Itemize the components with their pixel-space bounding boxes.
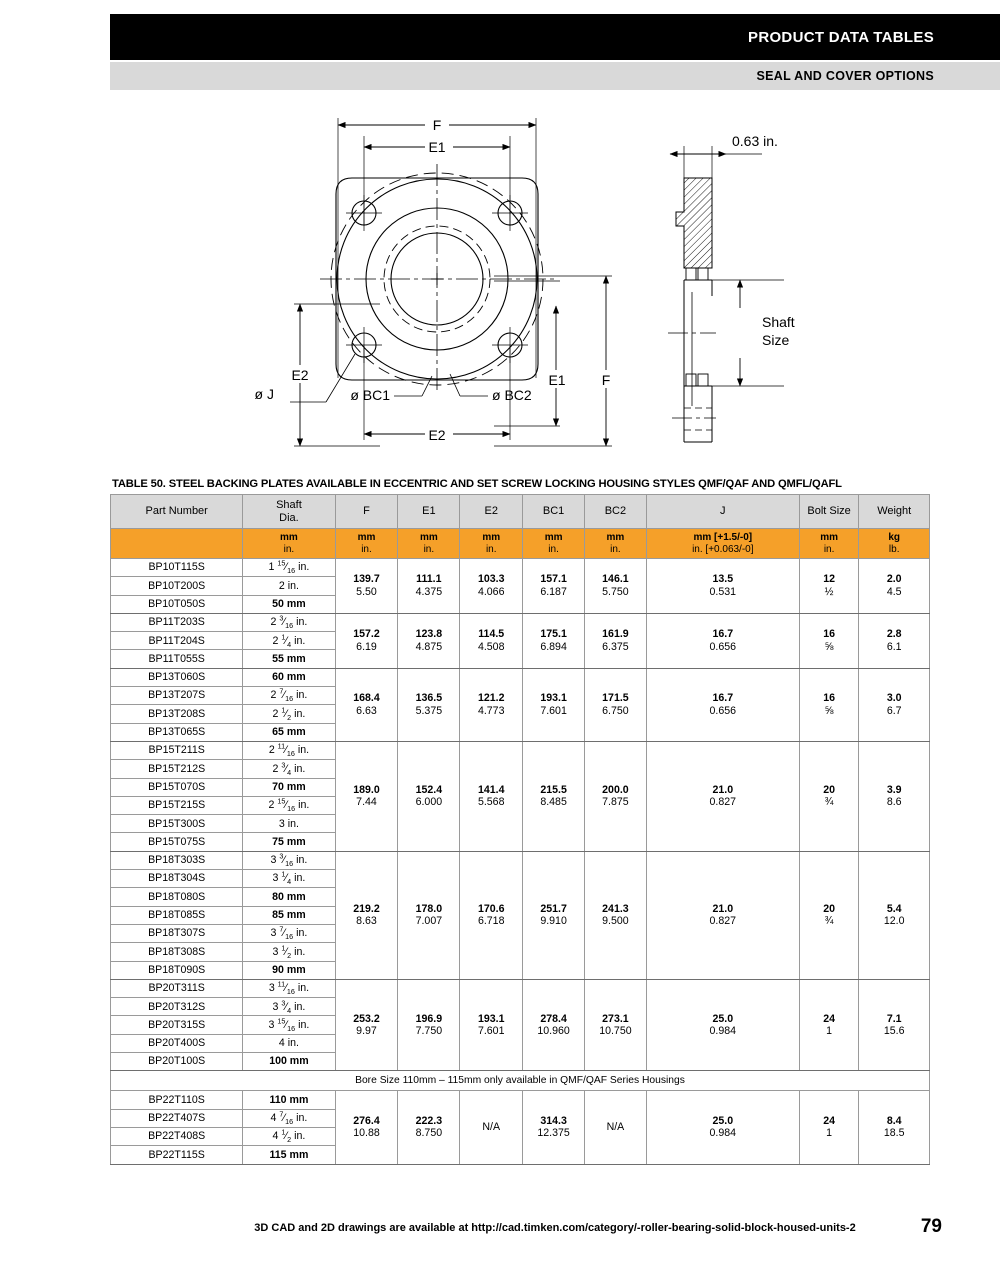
cell-weight: 7.1 15.6	[859, 979, 930, 1070]
drawing-label-bc2: ø BC2	[492, 387, 532, 403]
table-row	[111, 851, 930, 869]
cell-e2: 170.6 6.718	[460, 851, 523, 979]
cell-weight: 8.4 18.5	[859, 1091, 930, 1164]
col-f: F	[335, 495, 398, 529]
col-weight: Weight	[859, 495, 930, 529]
cell-j: 21.0 0.827	[646, 741, 799, 851]
cell-part-number: BP15T211S	[111, 741, 243, 759]
cell-bc2: N/A	[585, 1091, 647, 1164]
cell-shaft-dia: 3 $^{15}⁄_{16}$ in.	[243, 1016, 335, 1034]
cell-shaft-dia: 2 $^3⁄_4$ in.	[243, 760, 335, 778]
page-subheader-bar	[110, 62, 1000, 90]
cell-f: 139.7 5.50	[335, 559, 398, 614]
cell-shaft-dia: 115 mm	[243, 1146, 335, 1164]
units-bc2: mm in.	[585, 529, 647, 559]
cell-weight: 2.8 6.1	[859, 613, 930, 668]
table-row	[111, 979, 930, 997]
cell-shaft-dia: 80 mm	[243, 888, 335, 906]
units-j: mm [+1.5/-0] in. [+0.063/-0]	[646, 529, 799, 559]
table-header-row	[111, 495, 930, 529]
cell-part-number: BP13T060S	[111, 668, 243, 686]
cell-part-number: BP15T212S	[111, 760, 243, 778]
page-footer	[110, 1222, 1000, 1234]
cell-bolt-size: 12 ½	[799, 559, 859, 614]
units-f: mm in.	[335, 529, 398, 559]
table-row	[111, 1091, 930, 1109]
table-row	[111, 559, 930, 577]
cell-f: 253.2 9.97	[335, 979, 398, 1070]
drawing-label-e2-left: E2	[291, 367, 309, 383]
drawing-label-e2-bottom: E2	[428, 427, 446, 443]
drawing-label-shaft-size-1: Shaft	[762, 314, 795, 330]
cell-bc1: 157.1 6.187	[523, 559, 585, 614]
cell-bolt-size: 20 ¾	[799, 741, 859, 851]
cell-weight: 3.0 6.7	[859, 668, 930, 741]
cell-e1: 123.8 4.875	[398, 613, 460, 668]
table-title: TABLE 50. STEEL BACKING PLATES AVAILABLE IN ECCENTRIC AND SET SCREW LOCKING HOUSING STYLES QMF/QAF AND QMFL/QAFL	[112, 478, 842, 490]
cell-shaft-dia: 4 $^1⁄_2$ in.	[243, 1127, 335, 1145]
cell-bc1: 314.3 12.375	[523, 1091, 585, 1164]
cell-e1: 136.5 5.375	[398, 668, 460, 741]
cell-e2: 141.4 5.568	[460, 741, 523, 851]
cell-f: 219.2 8.63	[335, 851, 398, 979]
cell-f: 276.4 10.88	[335, 1091, 398, 1164]
cell-part-number: BP13T065S	[111, 723, 243, 741]
drawing-label-f-top: F	[432, 117, 442, 133]
col-bolt-size: Bolt Size	[799, 495, 859, 529]
cell-part-number: BP18T308S	[111, 943, 243, 961]
cell-part-number: BP11T055S	[111, 650, 243, 668]
cell-shaft-dia: 60 mm	[243, 668, 335, 686]
drawing-label-thickness: 0.63 in.	[732, 133, 778, 149]
cell-shaft-dia: 1 $^{15}⁄_{16}$ in.	[243, 559, 335, 577]
note-cell: Bore Size 110mm – 115mm only available in QMF/QAF Series Housings	[111, 1071, 930, 1091]
col-part-number: Part Number	[111, 495, 243, 529]
cell-shaft-dia: 2 in.	[243, 577, 335, 595]
units-bolt-size: mm in.	[799, 529, 859, 559]
cell-part-number: BP11T204S	[111, 632, 243, 650]
cell-f: 157.2 6.19	[335, 613, 398, 668]
cell-shaft-dia: 3 $^{11}⁄_{16}$ in.	[243, 979, 335, 997]
cell-shaft-dia: 85 mm	[243, 906, 335, 924]
cell-bc1: 215.5 8.485	[523, 741, 585, 851]
cell-part-number: BP20T400S	[111, 1034, 243, 1052]
cell-part-number: BP18T303S	[111, 851, 243, 869]
cell-part-number: BP22T407S	[111, 1109, 243, 1127]
drawing-label-e1-top: E1	[428, 139, 446, 155]
cell-part-number: BP11T203S	[111, 613, 243, 631]
page-header-title: PRODUCT DATA TABLES	[748, 28, 934, 46]
drawing-label-shaft-size-2: Size	[762, 332, 790, 348]
units-shaft-dia	[243, 529, 335, 559]
cell-shaft-dia: 2 $^7⁄_{16}$ in.	[243, 687, 335, 705]
cell-part-number: BP10T115S	[111, 559, 243, 577]
cell-shaft-dia: 2 $^3⁄_{16}$ in.	[243, 613, 335, 631]
drawing-label-f-right: F	[601, 372, 611, 388]
cell-shaft-dia: 4 in.	[243, 1034, 335, 1052]
cell-part-number: BP18T307S	[111, 924, 243, 942]
cell-shaft-dia: 65 mm	[243, 723, 335, 741]
cell-shaft-dia: 70 mm	[243, 778, 335, 796]
col-shaft-dia-l1: Shaft	[276, 498, 302, 511]
cell-bolt-size: 24 1	[799, 1091, 859, 1164]
cell-e2: 103.3 4.066	[460, 559, 523, 614]
steel-backing-plates-table	[110, 494, 930, 1165]
drawing-label-e1-right: E1	[548, 372, 566, 388]
cell-shaft-dia: 3 $^3⁄_{16}$ in.	[243, 851, 335, 869]
cell-part-number: BP18T080S	[111, 888, 243, 906]
cell-part-number: BP18T085S	[111, 906, 243, 924]
cell-shaft-dia: 100 mm	[243, 1053, 335, 1071]
page-number: 79	[920, 1216, 942, 1237]
cell-shaft-dia: 2 $^1⁄_4$ in.	[243, 632, 335, 650]
cell-shaft-dia: 2 $^{15}⁄_{16}$ in.	[243, 796, 335, 814]
cell-part-number: BP15T075S	[111, 833, 243, 851]
cell-part-number: BP20T100S	[111, 1053, 243, 1071]
cell-bc1: 251.7 9.910	[523, 851, 585, 979]
units-e2: mm in.	[460, 529, 523, 559]
cell-bc1: 175.1 6.894	[523, 613, 585, 668]
cell-weight: 5.4 12.0	[859, 851, 930, 979]
cell-weight: 3.9 8.6	[859, 741, 930, 851]
col-j: J	[646, 495, 799, 529]
page-subheader-title: SEAL AND COVER OPTIONS	[756, 69, 934, 83]
cell-bc2: 161.9 6.375	[585, 613, 647, 668]
cell-bolt-size: 24 1	[799, 979, 859, 1070]
units-shaft-dia-1: mm	[280, 531, 298, 543]
cell-shaft-dia: 75 mm	[243, 833, 335, 851]
cell-shaft-dia: 3 $^1⁄_4$ in.	[243, 870, 335, 888]
cell-j: 16.7 0.656	[646, 613, 799, 668]
cell-e1: 111.1 4.375	[398, 559, 460, 614]
table-row	[111, 668, 930, 686]
cell-bc2: 241.3 9.500	[585, 851, 647, 979]
cell-part-number: BP20T312S	[111, 998, 243, 1016]
table-units-row	[111, 529, 930, 559]
cell-e1: 196.9 7.750	[398, 979, 460, 1070]
cell-j: 16.7 0.656	[646, 668, 799, 741]
cell-part-number: BP10T200S	[111, 577, 243, 595]
cell-f: 189.0 7.44	[335, 741, 398, 851]
units-bc1: mm in.	[523, 529, 585, 559]
cell-part-number: BP22T115S	[111, 1146, 243, 1164]
cell-bc2: 273.1 10.750	[585, 979, 647, 1070]
technical-drawing	[0, 96, 1000, 466]
cell-weight: 2.0 4.5	[859, 559, 930, 614]
cell-j: 25.0 0.984	[646, 979, 799, 1070]
cell-e1: 222.3 8.750	[398, 1091, 460, 1164]
cell-e2: 121.2 4.773	[460, 668, 523, 741]
col-bc2: BC2	[585, 495, 647, 529]
cell-part-number: BP15T300S	[111, 815, 243, 833]
cell-part-number: BP20T311S	[111, 979, 243, 997]
table-row	[111, 613, 930, 631]
page-header-bar	[110, 14, 1000, 60]
units-part-number	[111, 529, 243, 559]
col-e2: E2	[460, 495, 523, 529]
cell-e1: 152.4 6.000	[398, 741, 460, 851]
cell-j: 21.0 0.827	[646, 851, 799, 979]
cell-bolt-size: 16 ⅝	[799, 668, 859, 741]
cell-f: 168.4 6.63	[335, 668, 398, 741]
cell-shaft-dia: 55 mm	[243, 650, 335, 668]
cell-e1: 178.0 7.007	[398, 851, 460, 979]
drawing-label-bc1: ø BC1	[350, 387, 390, 403]
cell-shaft-dia: 3 $^7⁄_{16}$ in.	[243, 924, 335, 942]
cell-e2: 114.5 4.508	[460, 613, 523, 668]
cell-part-number: BP20T315S	[111, 1016, 243, 1034]
table-row	[111, 741, 930, 759]
col-bc1: BC1	[523, 495, 585, 529]
cell-part-number: BP22T408S	[111, 1127, 243, 1145]
cell-shaft-dia: 2 $^1⁄_2$ in.	[243, 705, 335, 723]
cell-j: 13.5 0.531	[646, 559, 799, 614]
cell-shaft-dia: 3 $^3⁄_4$ in.	[243, 998, 335, 1016]
col-shaft-dia-l2: Dia.	[279, 511, 299, 524]
col-shaft-dia	[243, 495, 335, 529]
cell-part-number: BP13T207S	[111, 687, 243, 705]
cell-part-number: BP10T050S	[111, 595, 243, 613]
cell-part-number: BP15T215S	[111, 796, 243, 814]
cell-e2: N/A	[460, 1091, 523, 1164]
table-note-row	[111, 1071, 930, 1091]
table-body	[111, 559, 930, 1165]
cell-bolt-size: 20 ¾	[799, 851, 859, 979]
cell-shaft-dia: 3 in.	[243, 815, 335, 833]
cell-part-number: BP18T304S	[111, 870, 243, 888]
cell-bc1: 193.1 7.601	[523, 668, 585, 741]
cell-shaft-dia: 3 $^1⁄_2$ in.	[243, 943, 335, 961]
cell-shaft-dia: 4 $^7⁄_{16}$ in.	[243, 1109, 335, 1127]
cell-bolt-size: 16 ⅝	[799, 613, 859, 668]
col-e1: E1	[398, 495, 460, 529]
cell-bc2: 146.1 5.750	[585, 559, 647, 614]
cell-bc2: 171.5 6.750	[585, 668, 647, 741]
cell-part-number: BP13T208S	[111, 705, 243, 723]
units-e1: mm in.	[398, 529, 460, 559]
footer-text: 3D CAD and 2D drawings are available at http://cad.timken.com/category/-roller-bearing-solid-block-housed-units-2	[254, 1222, 856, 1234]
cell-shaft-dia: 90 mm	[243, 961, 335, 979]
cell-e2: 193.1 7.601	[460, 979, 523, 1070]
units-weight: kg lb.	[859, 529, 930, 559]
cell-j: 25.0 0.984	[646, 1091, 799, 1164]
cell-shaft-dia: 50 mm	[243, 595, 335, 613]
units-shaft-dia-2: in.	[283, 543, 295, 555]
cell-bc2: 200.0 7.875	[585, 741, 647, 851]
cell-part-number: BP22T110S	[111, 1091, 243, 1109]
cell-shaft-dia: 2 $^{11}⁄_{16}$ in.	[243, 741, 335, 759]
cell-bc1: 278.4 10.960	[523, 979, 585, 1070]
drawing-label-j: ø J	[254, 386, 274, 402]
cell-part-number: BP15T070S	[111, 778, 243, 796]
cell-shaft-dia: 110 mm	[243, 1091, 335, 1109]
cell-part-number: BP18T090S	[111, 961, 243, 979]
